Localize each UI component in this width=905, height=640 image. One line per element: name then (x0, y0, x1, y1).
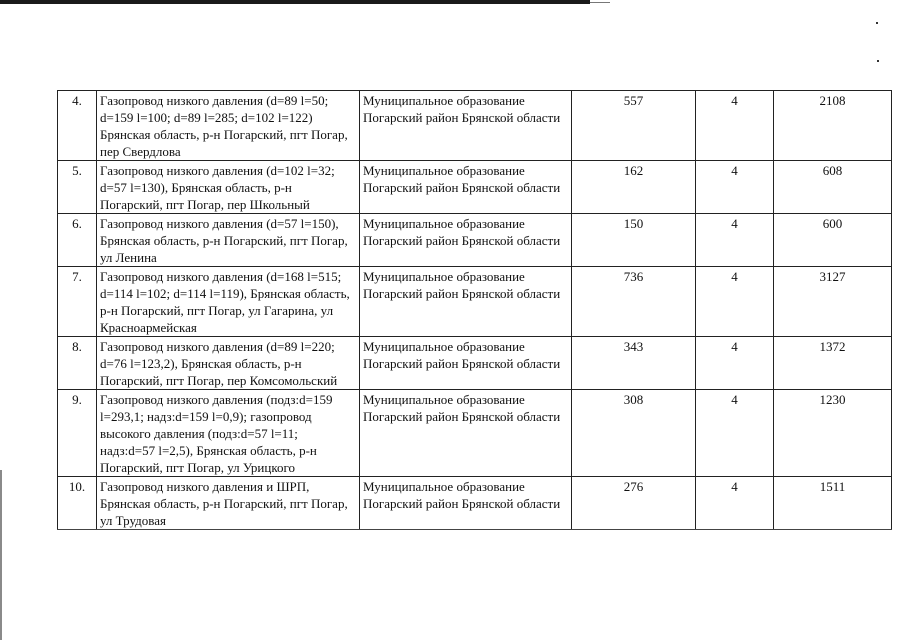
total-value: 1372 (774, 337, 892, 390)
object-description: Газопровод низкого давления (подз:d=159 l=293,1; надз:d=159 l=0,9); газопровод высокого давления (подз:d=57 l=11; надз:d=57 l=2,5), Брянская область, р-н Погарский, пгт Погар, ул Урицкого (97, 390, 360, 477)
object-description: Газопровод низкого давления (d=168 l=515; d=114 l=102; d=114 l=119), Брянская область, р-н Погарский, пгт Погар, ул Гагарина, ул Красноармейская (97, 267, 360, 337)
pipeline-registry-table (57, 90, 892, 530)
row-number: 8. (58, 337, 97, 390)
class-value: 4 (696, 267, 774, 337)
class-value: 4 (696, 477, 774, 530)
object-description: Газопровод низкого давления (d=89 l=50; d=159 l=100; d=89 l=285; d=102 l=122) Брянская область, р-н Погарский, пгт Погар, пер Свердлова (97, 91, 360, 161)
row-number: 4. (58, 91, 97, 161)
table-row (58, 477, 892, 530)
class-value: 4 (696, 390, 774, 477)
owner-name: Муниципальное образование Погарский район Брянской области (360, 390, 572, 477)
scan-top-border (0, 0, 590, 4)
scan-left-edge (0, 470, 2, 640)
class-value: 4 (696, 337, 774, 390)
row-number: 9. (58, 390, 97, 477)
row-number: 10. (58, 477, 97, 530)
length-value: 150 (572, 214, 696, 267)
length-value: 308 (572, 390, 696, 477)
length-value: 343 (572, 337, 696, 390)
row-number: 7. (58, 267, 97, 337)
length-value: 276 (572, 477, 696, 530)
row-number: 5. (58, 161, 97, 214)
table-row (58, 91, 892, 161)
total-value: 600 (774, 214, 892, 267)
class-value: 4 (696, 91, 774, 161)
total-value: 1511 (774, 477, 892, 530)
row-number: 6. (58, 214, 97, 267)
scan-speck (876, 22, 878, 24)
length-value: 557 (572, 91, 696, 161)
object-description: Газопровод низкого давления (d=57 l=150), Брянская область, р-н Погарский, пгт Погар, ул Ленина (97, 214, 360, 267)
object-description: Газопровод низкого давления (d=89 l=220; d=76 l=123,2), Брянская область, р-н Погарский, пгт Погар, пер Комсомольский (97, 337, 360, 390)
owner-name: Муниципальное образование Погарский район Брянской области (360, 214, 572, 267)
table-row (58, 214, 892, 267)
length-value: 736 (572, 267, 696, 337)
owner-name: Муниципальное образование Погарский район Брянской области (360, 267, 572, 337)
total-value: 1230 (774, 390, 892, 477)
object-description: Газопровод низкого давления и ШРП, Брянская область, р-н Погарский, пгт Погар, ул Трудовая (97, 477, 360, 530)
total-value: 608 (774, 161, 892, 214)
owner-name: Муниципальное образование Погарский район Брянской области (360, 477, 572, 530)
scan-speck (877, 60, 879, 62)
owner-name: Муниципальное образование Погарский район Брянской области (360, 337, 572, 390)
owner-name: Муниципальное образование Погарский район Брянской области (360, 91, 572, 161)
table-row (58, 337, 892, 390)
class-value: 4 (696, 214, 774, 267)
length-value: 162 (572, 161, 696, 214)
table-row (58, 390, 892, 477)
class-value: 4 (696, 161, 774, 214)
scan-top-border-tail (590, 2, 610, 3)
table-row (58, 161, 892, 214)
total-value: 3127 (774, 267, 892, 337)
total-value: 2108 (774, 91, 892, 161)
owner-name: Муниципальное образование Погарский район Брянской области (360, 161, 572, 214)
object-description: Газопровод низкого давления (d=102 l=32; d=57 l=130), Брянская область, р-н Погарский, пгт Погар, пер Школьный (97, 161, 360, 214)
table-row (58, 267, 892, 337)
